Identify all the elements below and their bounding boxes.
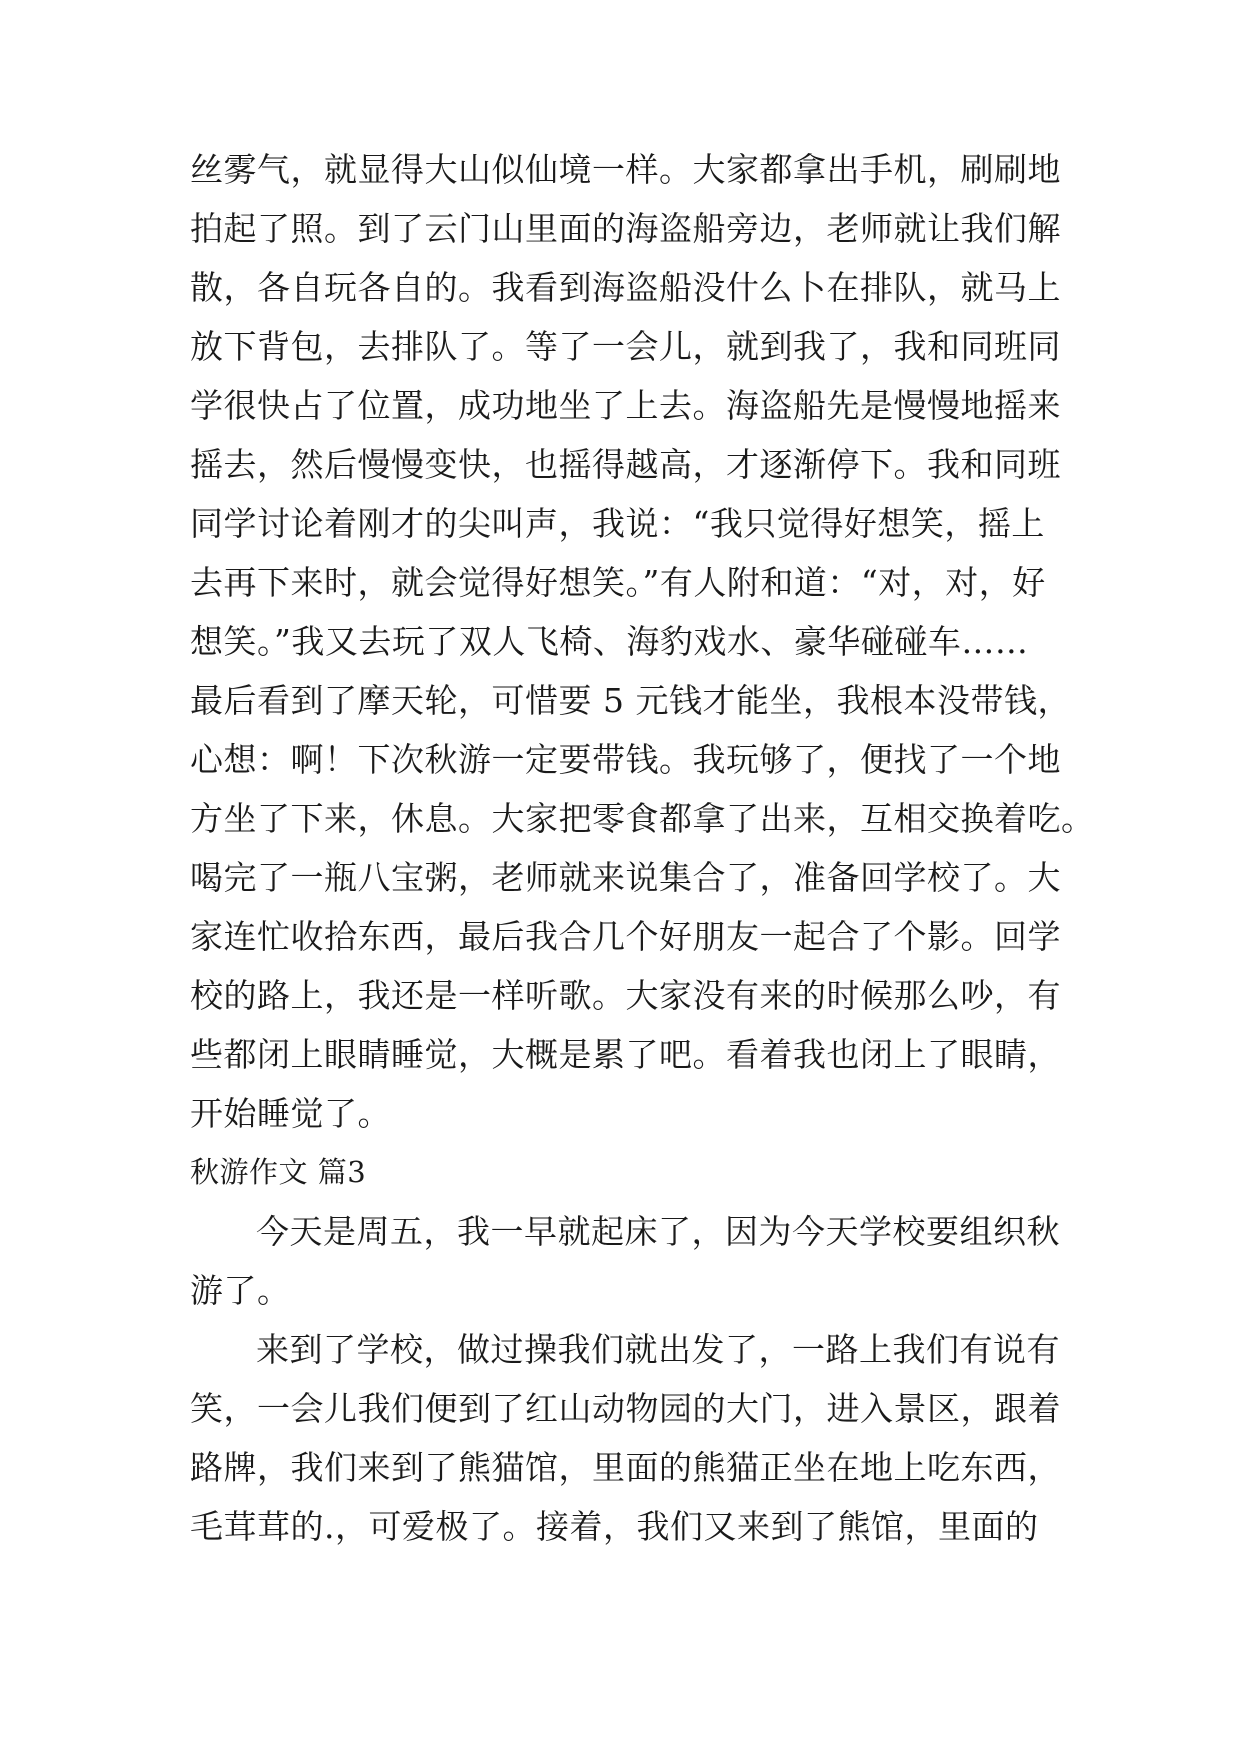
text-line: 同学讨论着刚才的尖叫声，我说：“我只觉得好想笑，摇上 — [190, 504, 1045, 543]
text-line: 笑，一会儿我们便到了红山动物园的大门，进入景区，跟着 — [190, 1389, 1061, 1428]
text-line: 去再下来时，就会觉得好想笑。”有人附和道：“对，对，好 — [190, 563, 1046, 602]
text-line: 校的路上，我还是一样听歌。大家没有来的时候那么吵，有 — [190, 976, 1061, 1015]
text-line: 些都闭上眼睛睡觉，大概是累了吧。看着我也闭上了眼睛， — [190, 1035, 1061, 1074]
text-line: 放下背包，去排队了。等了一会儿，就到我了，我和同班同 — [190, 327, 1061, 366]
document-body — [190, 140, 1095, 1556]
text-line: 毛茸茸的.，可爱极了。接着，我们又来到了熊馆，里面的 — [190, 1507, 1039, 1546]
text-line: 开始睡觉了。 — [190, 1094, 391, 1133]
section-heading: 秋游作文 篇3 — [190, 1155, 367, 1189]
text-line: 游了。 — [190, 1271, 291, 1310]
paragraph-first-line: 今天是周五，我一早就起床了，因为今天学校要组织秋 — [256, 1212, 1060, 1251]
text-line: 喝完了一瓶八宝粥，老师就来说集合了，准备回学校了。大 — [190, 858, 1061, 897]
paragraph-first-line: 来到了学校，做过操我们就出发了，一路上我们有说有 — [256, 1330, 1060, 1369]
text-line: 想笑。”我又去玩了双人飞椅、海豹戏水、豪华碰碰车…… — [190, 622, 1029, 661]
text-line: 最后看到了摩天轮，可惜要 5 元钱才能坐，我根本没带钱， — [190, 681, 1071, 720]
text-line: 方坐了下来，休息。大家把零食都拿了出来，互相交换着吃。 — [190, 799, 1095, 838]
text-line: 心想：啊！下次秋游一定要带钱。我玩够了，便找了一个地 — [190, 740, 1061, 779]
text-line: 拍起了照。到了云门山里面的海盗船旁边，老师就让我们解 — [190, 209, 1061, 248]
text-line: 路牌，我们来到了熊猫馆，里面的熊猫正坐在地上吃东西， — [190, 1448, 1061, 1487]
text-line: 摇去，然后慢慢变快，也摇得越高，才逐渐停下。我和同班 — [190, 445, 1061, 484]
text-line: 学很快占了位置，成功地坐了上去。海盗船先是慢慢地摇来 — [190, 386, 1061, 425]
text-line: 散，各自玩各自的。我看到海盗船没什么卜在排队，就马上 — [190, 268, 1061, 307]
text-line: 丝雾气，就显得大山似仙境一样。大家都拿出手机，刷刷地 — [190, 150, 1061, 189]
text-line: 家连忙收拾东西，最后我合几个好朋友一起合了个影。回学 — [190, 917, 1061, 956]
